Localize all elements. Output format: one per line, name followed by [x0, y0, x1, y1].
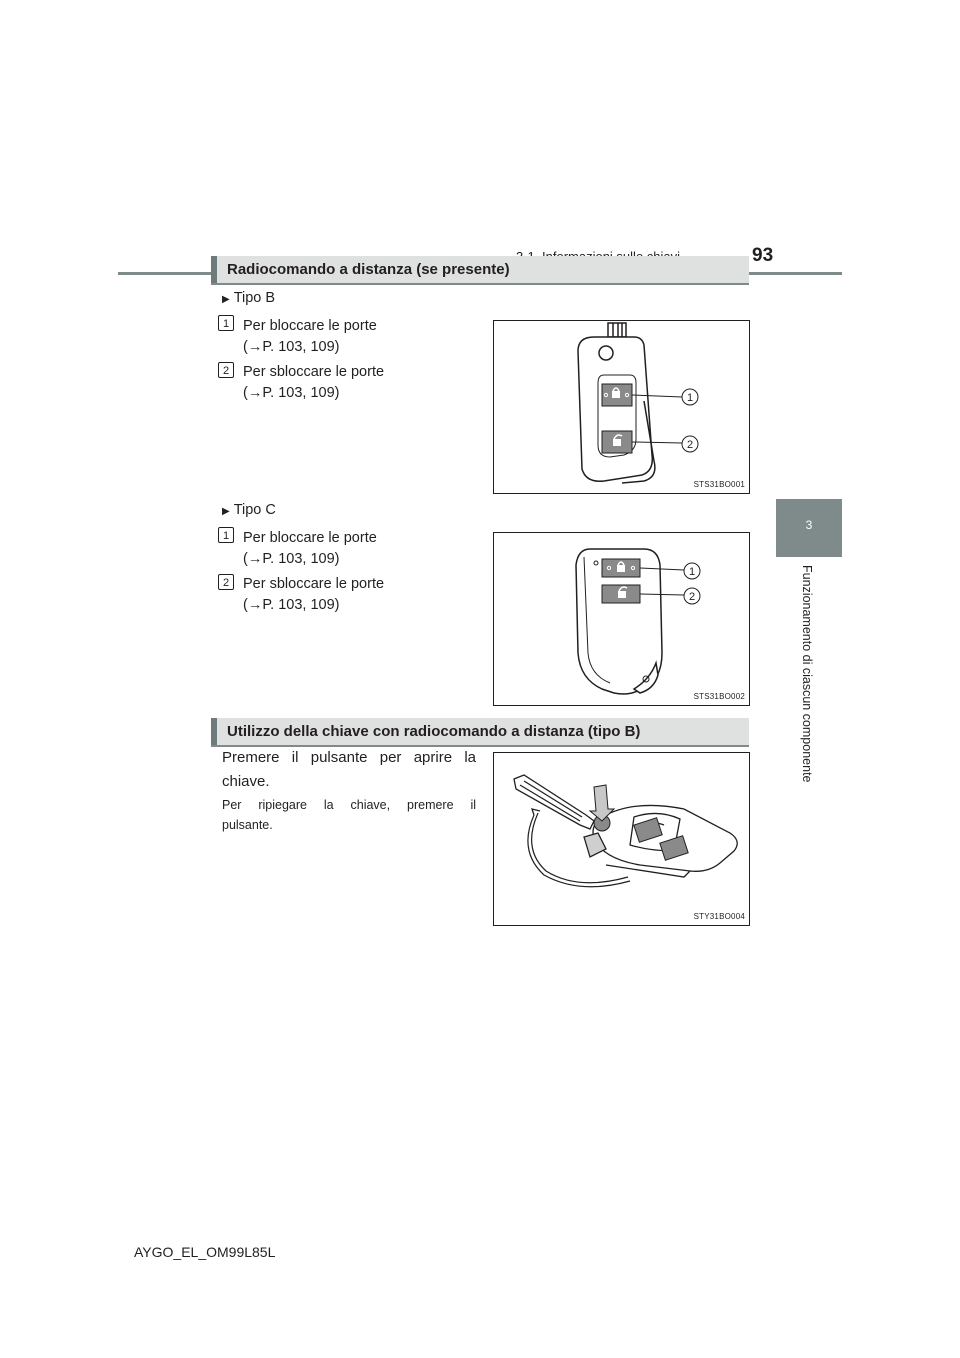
chapter-tab-title: Funzionamento di ciascun componente — [800, 565, 814, 783]
section-accent — [211, 718, 217, 745]
item-reference: (→P. 103, 109) — [243, 339, 340, 355]
item-unlock-doors — [243, 362, 384, 404]
figure-code: STS31BO001 — [693, 480, 745, 489]
item-reference: (→P. 103, 109) — [243, 385, 340, 401]
callout-number-1: 1 — [218, 315, 234, 331]
figure-code: STY31BO004 — [693, 912, 745, 921]
note-text — [222, 795, 476, 835]
instruction-line: chiave. — [222, 773, 270, 790]
figure-code: STS31BO002 — [693, 692, 745, 701]
figure-callout-1: 1 — [688, 566, 696, 578]
page-number: 93 — [752, 245, 774, 266]
section-title: Utilizzo della chiave con radiocomando a distanza (tipo B) — [227, 723, 641, 740]
note-line: pulsante. — [222, 818, 273, 832]
key-fob-type-b-illustration — [494, 321, 749, 493]
item-lock-doors — [243, 528, 377, 570]
figure-callout-2: 2 — [686, 439, 694, 451]
callout-number-2: 2 — [218, 362, 234, 378]
figure-callout-2: 2 — [688, 591, 696, 603]
section-header-remote — [211, 256, 749, 283]
figure-key-type-b — [493, 320, 750, 494]
instruction-text — [222, 746, 476, 794]
item-reference: (→P. 103, 109) — [243, 597, 340, 613]
instruction-line: Premere il pulsante per aprire la — [222, 749, 476, 766]
key-fob-type-c-illustration — [494, 533, 749, 705]
item-text: Per sbloccare le porte — [243, 364, 385, 380]
section-accent — [211, 256, 217, 283]
item-text: Per bloccare le porte — [243, 318, 377, 334]
item-text: Per bloccare le porte — [243, 530, 377, 546]
triangle-bullet-icon: ▶ — [222, 294, 230, 305]
item-unlock-doors — [243, 574, 384, 616]
callout-number-2: 2 — [218, 574, 234, 590]
figure-callout-1: 1 — [686, 392, 694, 404]
item-text: Per sbloccare le porte — [243, 576, 385, 592]
type-c-label-text: Tipo C — [233, 502, 276, 518]
item-lock-doors — [243, 316, 377, 358]
chapter-tab-number: 3 — [805, 518, 813, 532]
key-opening-illustration — [494, 753, 749, 925]
callout-number-1: 1 — [218, 527, 234, 543]
section-title: Radiocomando a distanza (se presente) — [227, 261, 510, 278]
document-code: AYGO_EL_OM99L85L — [134, 1244, 276, 1260]
type-c-label — [222, 502, 276, 518]
figure-key-type-c — [493, 532, 750, 706]
item-reference: (→P. 103, 109) — [243, 551, 340, 567]
figure-key-opening — [493, 752, 750, 926]
section-header-key-usage — [211, 718, 749, 745]
note-line: Per ripiegare la chiave, premere il — [222, 798, 476, 812]
triangle-bullet-icon: ▶ — [222, 506, 230, 517]
type-b-label-text: Tipo B — [233, 290, 276, 306]
type-b-label — [222, 290, 275, 306]
section-underline — [211, 283, 749, 285]
